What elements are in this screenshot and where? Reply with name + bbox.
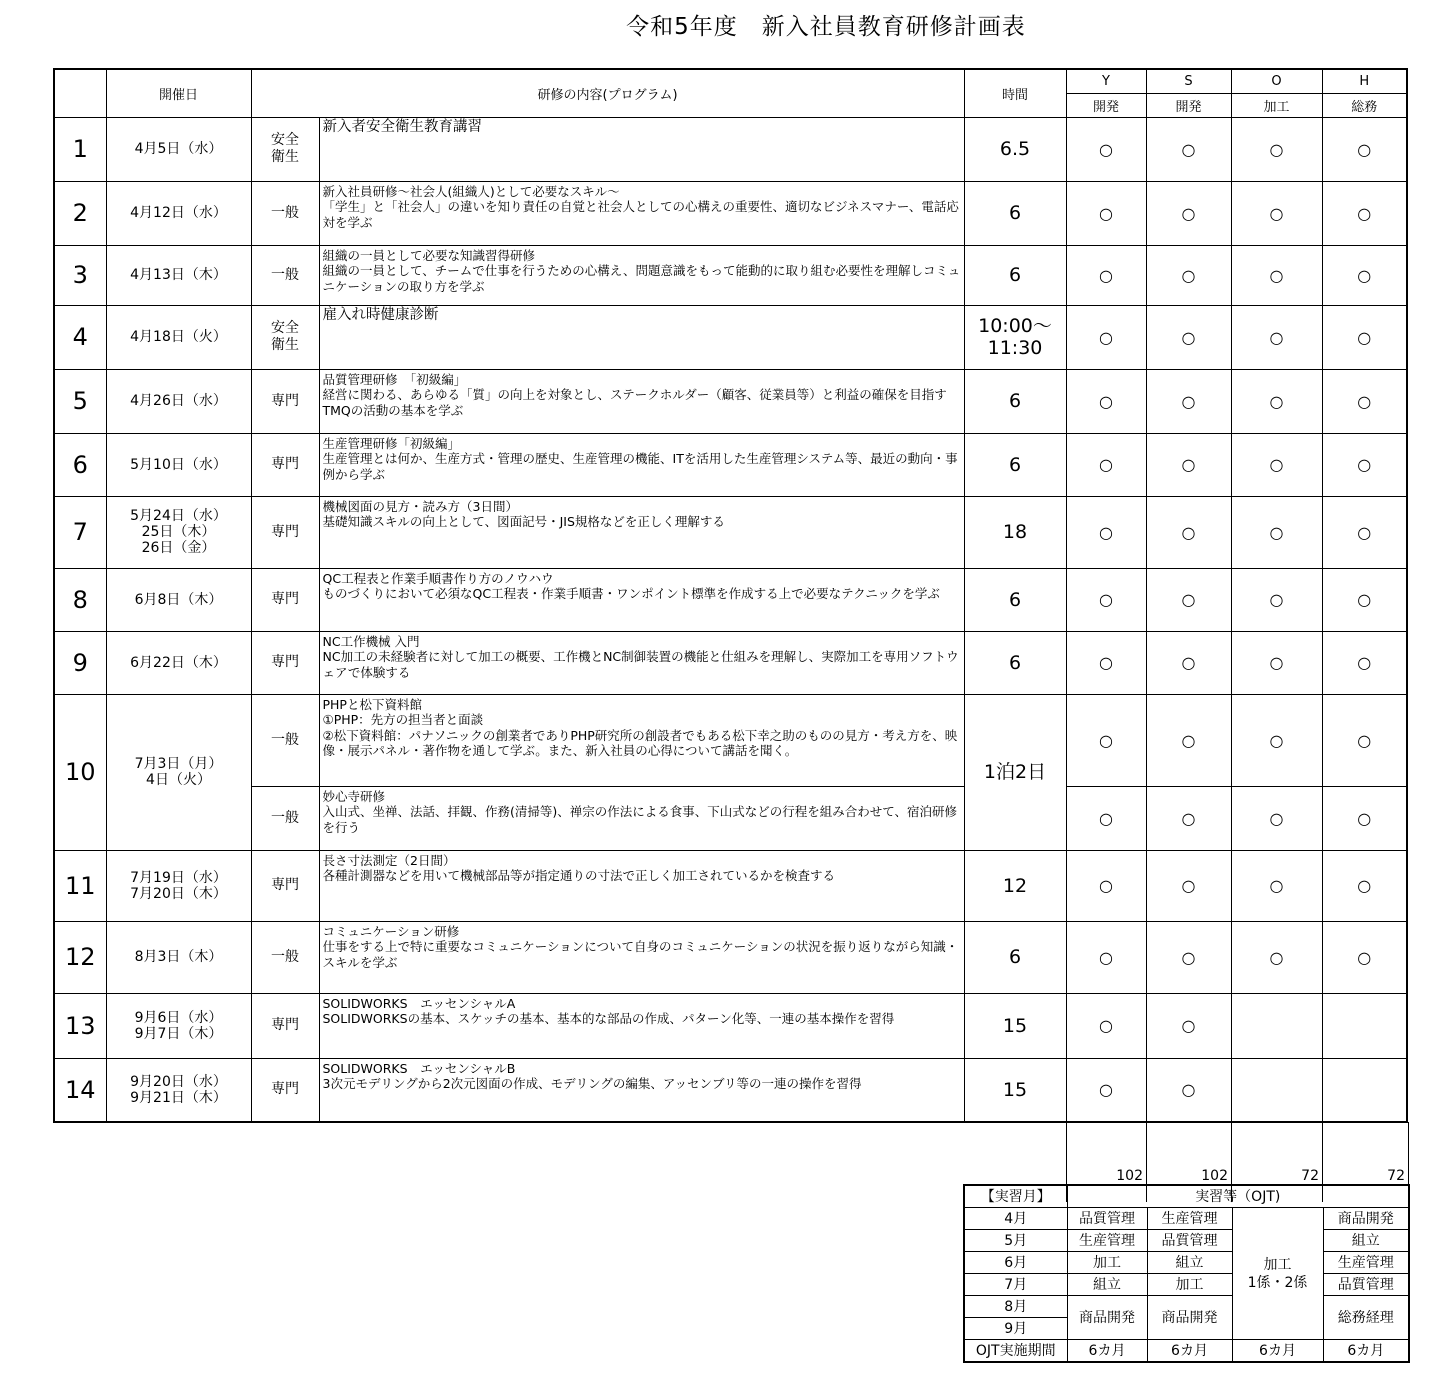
training-row	[54, 786, 1407, 850]
row-title: 品質管理研修 「初級編」	[322, 371, 467, 387]
row-date: 8月3日（木）	[106, 921, 251, 993]
row-content	[319, 694, 964, 786]
row-category: 専門	[251, 369, 319, 433]
attendance-mark: ○	[1231, 631, 1322, 694]
row-date: 4月26日（水）	[106, 369, 251, 433]
ojt-s: 品質管理	[1147, 1230, 1232, 1252]
ojt-month: 4月	[964, 1208, 1067, 1230]
header-dept-code: Y	[1066, 69, 1146, 93]
header-dept-name: 開発	[1146, 93, 1231, 117]
row-date: 9月6日（水） 9月7日（木）	[106, 993, 251, 1058]
row-number: 1	[54, 117, 106, 181]
training-row	[54, 433, 1407, 496]
row-category: 専門	[251, 631, 319, 694]
ojt-h: 総務経理	[1323, 1296, 1409, 1340]
attendance-mark: ○	[1322, 433, 1407, 496]
attendance-mark: ○	[1066, 305, 1146, 369]
row-title: SOLIDWORKS エッセンシャルA	[322, 995, 516, 1011]
row-hours: 15	[964, 1058, 1066, 1122]
row-content	[319, 850, 964, 921]
row-title: SOLIDWORKS エッセンシャルB	[322, 1060, 516, 1076]
row-date: 7月3日（月） 4日（火）	[106, 694, 251, 850]
header-dept-name: 総務	[1322, 93, 1407, 117]
training-row	[54, 921, 1407, 993]
row-content	[319, 631, 964, 694]
attendance-mark	[1231, 1058, 1322, 1122]
attendance-mark: ○	[1066, 369, 1146, 433]
attendance-mark: ○	[1146, 433, 1231, 496]
training-row	[54, 631, 1407, 694]
row-description: 仕事をする上で特に重要なコミュニケーションについて自身のコミュニケーションの状況を振り返りながら知識・スキルを学ぶ	[322, 939, 959, 970]
attendance-mark: ○	[1066, 1058, 1146, 1122]
row-date: 4月18日（火）	[106, 305, 251, 369]
training-row	[54, 850, 1407, 921]
ojt-period-row	[964, 1340, 1409, 1363]
attendance-mark: ○	[1066, 568, 1146, 631]
attendance-mark: ○	[1322, 369, 1407, 433]
row-date: 5月10日（水）	[106, 433, 251, 496]
row-date: 4月12日（水）	[106, 181, 251, 245]
row-title: 生産管理研修「初級編」	[322, 435, 461, 451]
attendance-mark: ○	[1146, 993, 1231, 1058]
attendance-mark: ○	[1231, 117, 1322, 181]
attendance-mark: ○	[1322, 245, 1407, 305]
row-number: 8	[54, 568, 106, 631]
attendance-mark	[1322, 993, 1407, 1058]
row-description: 生産管理とは何か、生産方式・管理の歴史、生産管理の機能、ITを活用した生産管理システム等、最近の動向・事例から学ぶ	[322, 451, 958, 482]
attendance-mark: ○	[1066, 496, 1146, 568]
header-content: 研修の内容(プログラム)	[251, 69, 964, 117]
ojt-y: 品質管理	[1067, 1208, 1147, 1230]
ojt-month: 7月	[964, 1274, 1067, 1296]
attendance-mark: ○	[1231, 305, 1322, 369]
training-row	[54, 117, 1407, 181]
row-number: 4	[54, 305, 106, 369]
row-hours: 6	[964, 921, 1066, 993]
attendance-mark: ○	[1066, 993, 1146, 1058]
attendance-mark: ○	[1146, 694, 1231, 786]
attendance-mark: ○	[1231, 786, 1322, 850]
ojt-h: 品質管理	[1323, 1274, 1409, 1296]
header-row-1	[54, 69, 1407, 93]
row-date: 5月24日（水） 25日（木） 26日（金）	[106, 496, 251, 568]
row-description: 経営に関わる、あらゆる「質」の向上を対象とし、ステークホルダー（顧客、従業員等）と利益の確保を目指すTMQの活動の基本を学ぶ	[322, 387, 947, 418]
ojt-period: 6カ月	[1232, 1340, 1323, 1363]
ojt-y: 加工	[1067, 1252, 1147, 1274]
total-hours-h: 72	[1323, 1122, 1409, 1202]
row-hours: 6	[964, 568, 1066, 631]
training-row	[54, 369, 1407, 433]
attendance-mark: ○	[1231, 496, 1322, 568]
attendance-mark: ○	[1322, 786, 1407, 850]
ojt-o: 加工 1係・2係	[1232, 1208, 1323, 1340]
row-title: NC工作機械 入門	[322, 633, 420, 649]
attendance-mark: ○	[1322, 305, 1407, 369]
attendance-mark: ○	[1146, 850, 1231, 921]
header-dept-name: 加工	[1231, 93, 1322, 117]
row-description: 組織の一員として、チームで仕事を行うための心構え、問題意識をもって能動的に取り組む必要性を理解しコミュニケーションの取り方を学ぶ	[322, 263, 961, 294]
row-hours: 15	[964, 993, 1066, 1058]
ojt-row	[964, 1274, 1409, 1296]
ojt-s: 商品開発	[1147, 1296, 1232, 1340]
row-number: 9	[54, 631, 106, 694]
attendance-mark: ○	[1146, 305, 1231, 369]
row-content	[319, 993, 964, 1058]
attendance-mark: ○	[1231, 921, 1322, 993]
row-date: 4月5日（水）	[106, 117, 251, 181]
row-title: 新入社員研修～社会人(組織人)として必要なスキル～	[322, 183, 620, 199]
total-hours-y: 102	[1067, 1122, 1147, 1202]
attendance-mark: ○	[1322, 694, 1407, 786]
training-row	[54, 694, 1407, 786]
attendance-mark: ○	[1066, 117, 1146, 181]
plan-body	[54, 69, 1407, 1122]
ojt-table	[963, 1184, 1410, 1363]
row-description: 「学生」と「社会人」の違いを知り責任の自覚と社会人としての心構えの重要性、適切なビジネスマナー、電話応対を学ぶ	[322, 199, 959, 230]
row-title: PHPと松下資料館	[322, 696, 422, 712]
row-title: コミュニケーション研修	[322, 923, 460, 939]
row-description: ①PHP：先方の担当者と面談 ②松下資料館：パナソニックの創業者でありPHP研究所の創設者でもある松下幸之助のものの見方・考え方を、映像・展示パネル・著作物を通して学ぶ。また、新入社員の心得について講話を聞く。	[322, 712, 958, 758]
page-title	[0, 8, 1440, 41]
row-content	[319, 568, 964, 631]
ojt-period: 6カ月	[1323, 1340, 1409, 1363]
ojt-period: 6カ月	[1067, 1340, 1147, 1363]
ojt-s: 組立	[1147, 1252, 1232, 1274]
row-hours: 12	[964, 850, 1066, 921]
total-hours-o: 72	[1232, 1122, 1323, 1202]
training-row	[54, 1058, 1407, 1122]
ojt-row	[964, 1230, 1409, 1252]
ojt-y: 組立	[1067, 1274, 1147, 1296]
ojt-row	[964, 1296, 1409, 1318]
row-category: 専門	[251, 993, 319, 1058]
row-title: 組織の一員として必要な知識習得研修	[322, 247, 536, 263]
attendance-mark: ○	[1146, 1058, 1231, 1122]
row-hours: 10:00～ 11:30	[964, 305, 1066, 369]
attendance-mark: ○	[1322, 850, 1407, 921]
page-title-text: 令和5年度 新入社員教育研修計画表	[626, 14, 1026, 40]
ojt-month-header: 【実習月】	[964, 1185, 1067, 1208]
attendance-mark: ○	[1066, 433, 1146, 496]
row-content	[319, 1058, 964, 1122]
training-row	[54, 496, 1407, 568]
ojt-month: 6月	[964, 1252, 1067, 1274]
row-category: 安全 衛生	[251, 117, 319, 181]
row-category: 専門	[251, 433, 319, 496]
row-date: 6月22日（木）	[106, 631, 251, 694]
row-content	[319, 369, 964, 433]
row-content	[319, 181, 964, 245]
attendance-mark: ○	[1066, 694, 1146, 786]
row-number: 6	[54, 433, 106, 496]
attendance-mark: ○	[1146, 117, 1231, 181]
row-hours: 6	[964, 631, 1066, 694]
attendance-mark: ○	[1322, 921, 1407, 993]
ojt-h: 商品開発	[1323, 1208, 1409, 1230]
attendance-mark: ○	[1146, 631, 1231, 694]
attendance-mark: ○	[1146, 786, 1231, 850]
row-content	[319, 305, 964, 369]
row-number: 14	[54, 1058, 106, 1122]
attendance-mark: ○	[1146, 181, 1231, 245]
row-category: 専門	[251, 496, 319, 568]
row-description: 入山式、坐禅、法話、拝観、作務(清掃等)、禅宗の作法による食事、下山式などの行程を組み合わせて、宿泊研修を行う	[322, 804, 958, 835]
ojt-y: 商品開発	[1067, 1296, 1147, 1340]
row-number: 7	[54, 496, 106, 568]
attendance-mark: ○	[1066, 631, 1146, 694]
header-dept-code: H	[1322, 69, 1407, 93]
row-category: 一般	[251, 786, 319, 850]
attendance-mark: ○	[1322, 496, 1407, 568]
row-hours: 6	[964, 369, 1066, 433]
ojt-h: 組立	[1323, 1230, 1409, 1252]
header-hours: 時間	[964, 69, 1066, 117]
ojt-month: 8月	[964, 1296, 1067, 1318]
row-number: 12	[54, 921, 106, 993]
attendance-mark: ○	[1231, 568, 1322, 631]
attendance-mark: ○	[1146, 568, 1231, 631]
row-number: 2	[54, 181, 106, 245]
row-content	[319, 117, 964, 181]
attendance-mark: ○	[1146, 245, 1231, 305]
row-date: 6月8日（木）	[106, 568, 251, 631]
row-date: 7月19日（水） 7月20日（木）	[106, 850, 251, 921]
row-description: ものづくりにおいて必須なQC工程表・作業手順書・ワンポイント標準を作成する上で必要なテクニックを学ぶ	[322, 586, 940, 601]
row-number: 5	[54, 369, 106, 433]
total-hours-s: 102	[1147, 1122, 1232, 1202]
row-category: 一般	[251, 181, 319, 245]
row-hours: 6.5	[964, 117, 1066, 181]
training-row	[54, 305, 1407, 369]
attendance-mark: ○	[1231, 245, 1322, 305]
ojt-header: 実習等（OJT)	[1067, 1185, 1409, 1208]
ojt-s: 加工	[1147, 1274, 1232, 1296]
row-hours: 6	[964, 245, 1066, 305]
attendance-mark: ○	[1231, 369, 1322, 433]
row-date: 9月20日（水） 9月21日（木）	[106, 1058, 251, 1122]
row-description: 3次元モデリングから2次元図面の作成、モデリングの編集、アッセンブリ等の一連の操作を習得	[322, 1076, 862, 1091]
attendance-mark: ○	[1322, 631, 1407, 694]
row-category: 専門	[251, 850, 319, 921]
attendance-mark: ○	[1231, 433, 1322, 496]
row-description: 各種計測器などを用いて機械部品等が指定通りの寸法で正しく加工されているかを検査する	[322, 868, 836, 883]
row-hours: 6	[964, 433, 1066, 496]
header-dept-code: O	[1231, 69, 1322, 93]
training-row	[54, 993, 1407, 1058]
attendance-mark: ○	[1146, 496, 1231, 568]
row-hours: 18	[964, 496, 1066, 568]
training-row	[54, 245, 1407, 305]
row-category: 専門	[251, 1058, 319, 1122]
row-description: 基礎知識スキルの向上として、図面記号・JIS規格などを正しく理解する	[322, 514, 725, 529]
row-description: SOLIDWORKSの基本、スケッチの基本、基本的な部品の作成、パターン化等、一連の基本操作を習得	[322, 1011, 895, 1026]
row-content	[319, 921, 964, 993]
attendance-mark: ○	[1066, 181, 1146, 245]
attendance-mark: ○	[1146, 921, 1231, 993]
row-title: QC工程表と作業手順書作り方のノウハウ	[322, 570, 554, 586]
attendance-mark: ○	[1146, 369, 1231, 433]
row-title: 機械図面の見方・読み方（3日間）	[322, 498, 518, 514]
attendance-mark: ○	[1231, 181, 1322, 245]
row-number: 11	[54, 850, 106, 921]
training-row	[54, 568, 1407, 631]
attendance-mark: ○	[1322, 568, 1407, 631]
header-dept-name: 開発	[1066, 93, 1146, 117]
ojt-month: 9月	[964, 1318, 1067, 1340]
row-category: 安全 衛生	[251, 305, 319, 369]
ojt-row	[964, 1252, 1409, 1274]
attendance-mark: ○	[1066, 850, 1146, 921]
row-hours: 1泊2日	[964, 694, 1066, 850]
ojt-period-label: OJT実施期間	[964, 1340, 1067, 1363]
row-number: 13	[54, 993, 106, 1058]
row-date: 4月13日（木）	[106, 245, 251, 305]
row-category: 一般	[251, 694, 319, 786]
attendance-mark: ○	[1231, 694, 1322, 786]
attendance-mark	[1322, 1058, 1407, 1122]
ojt-h: 生産管理	[1323, 1252, 1409, 1274]
row-title: 妙心寺研修	[322, 788, 386, 804]
row-category: 一般	[251, 245, 319, 305]
row-title: 雇入れ時健康診断	[322, 306, 439, 323]
row-content	[319, 786, 964, 850]
ojt-s: 生産管理	[1147, 1208, 1232, 1230]
attendance-mark: ○	[1322, 117, 1407, 181]
row-hours: 6	[964, 181, 1066, 245]
training-plan-table	[53, 68, 1408, 1123]
row-content	[319, 245, 964, 305]
ojt-row	[964, 1208, 1409, 1230]
attendance-mark	[1231, 993, 1322, 1058]
ojt-period: 6カ月	[1147, 1340, 1232, 1363]
ojt-month: 5月	[964, 1230, 1067, 1252]
row-category: 一般	[251, 921, 319, 993]
row-content	[319, 496, 964, 568]
header-no	[54, 69, 106, 117]
attendance-mark: ○	[1322, 181, 1407, 245]
header-date: 開催日	[106, 69, 251, 117]
attendance-mark: ○	[1066, 921, 1146, 993]
row-category: 専門	[251, 568, 319, 631]
header-dept-code: S	[1146, 69, 1231, 93]
attendance-mark: ○	[1066, 245, 1146, 305]
attendance-mark: ○	[1066, 786, 1146, 850]
ojt-header-row	[964, 1185, 1409, 1208]
row-description: NC加工の未経験者に対して加工の概要、工作機とNC制御装置の機能と仕組みを理解し、実際加工を専用ソフトウェアで体験する	[322, 649, 959, 680]
attendance-mark: ○	[1231, 850, 1322, 921]
row-number: 10	[54, 694, 106, 850]
row-content	[319, 433, 964, 496]
row-title: 新入者安全衛生教育講習	[322, 118, 482, 135]
row-number: 3	[54, 245, 106, 305]
row-title: 長さ寸法測定（2日間）	[322, 852, 456, 868]
training-row	[54, 181, 1407, 245]
ojt-y: 生産管理	[1067, 1230, 1147, 1252]
